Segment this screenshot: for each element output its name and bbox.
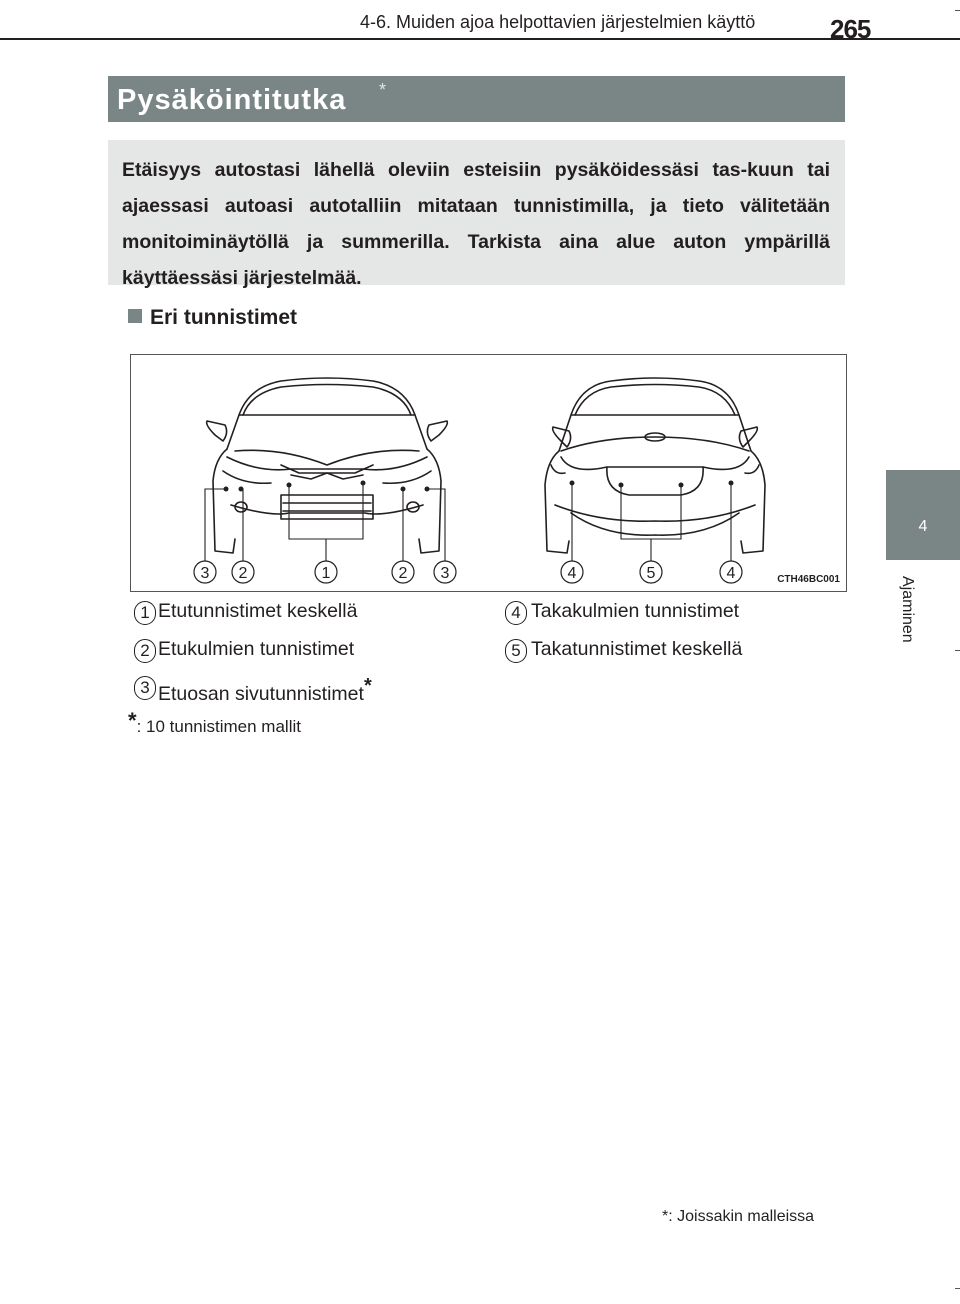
figure-code: CTH46BC001	[777, 574, 840, 585]
section-title-mark: *	[379, 80, 387, 100]
callout-label: 5	[646, 565, 656, 582]
callout-label: 2	[398, 565, 408, 582]
leader-2-left	[241, 489, 243, 569]
callout-label: 2	[238, 565, 248, 582]
sensor-diagram	[130, 354, 847, 592]
sensor-dot	[401, 487, 406, 492]
legend-item-mark: *	[363, 675, 372, 697]
front-left-mirror	[207, 421, 227, 441]
page-number: 265	[830, 14, 871, 44]
chapter-title: 4-6. Muiden ajoa helpottavien järjestelmien käyttö	[360, 12, 756, 32]
front-hood-line	[235, 450, 419, 465]
legend-badge: 1	[134, 601, 156, 625]
legend-item	[158, 675, 372, 706]
subheading	[128, 306, 297, 330]
footnote	[128, 708, 301, 737]
subheading-text: Eri tunnistimet	[150, 306, 298, 329]
sensor-dot	[239, 487, 244, 492]
chapter-tab-number: 4	[918, 518, 928, 535]
sensor-dot	[287, 483, 292, 488]
legend-item-text: Etuosan sivutunnistimet	[158, 683, 364, 705]
sensor-dot	[224, 487, 229, 492]
section-title-bar	[108, 76, 845, 122]
front-grille	[281, 495, 373, 519]
front-windshield-outline	[239, 378, 415, 415]
legend-badge: 2	[134, 639, 156, 663]
callout-label: 4	[726, 565, 736, 582]
front-right-mirror	[427, 421, 447, 441]
sensor-dot	[619, 483, 624, 488]
legend-badge: 4	[505, 601, 527, 625]
callout-label: 1	[321, 565, 331, 582]
intro-text: Etäisyys autostasi lähellä oleviin esteisiin pysäköidessäsi tas-kuun tai ajaessasi autoasi autotalliin mitataan tunnistimilla, ja tieto välitetään monitoiminäytöllä ja summerilla. Tarkista aina alue auton ympärillä käyttäessäsi järjestelmää.	[122, 159, 830, 289]
page-footnote	[662, 1208, 814, 1226]
square-bullet-icon	[128, 309, 142, 323]
sensor-dot	[679, 483, 684, 488]
legend-item: Takakulmien tunnistimet	[531, 600, 740, 622]
trunk-lid	[561, 437, 749, 451]
crop-mark	[955, 1288, 960, 1289]
rear-bumper-line	[555, 505, 755, 521]
callout-label: 3	[200, 565, 210, 582]
footnote-text: : 10 tunnistimen mallit	[136, 717, 301, 736]
legend-item: Etutunnistimet keskellä	[158, 600, 358, 622]
legend-badge: 3	[134, 676, 156, 700]
chapter-tab	[886, 470, 960, 560]
section-title: Pysäköintitutka	[117, 84, 347, 116]
crop-mark	[955, 650, 960, 651]
rear-window-outline	[571, 378, 739, 415]
crop-mark	[955, 10, 960, 11]
car-illustration	[131, 355, 846, 591]
sensor-dot	[729, 481, 734, 486]
callout-label: 3	[440, 565, 450, 582]
legend-item: Takatunnistimet keskellä	[531, 638, 743, 660]
callout-label: 4	[567, 565, 577, 582]
legend-item: Etukulmien tunnistimet	[158, 638, 355, 660]
page-footnote-mark: *	[662, 1208, 669, 1225]
leader-3-right	[427, 489, 445, 569]
chapter-tab-label: Ajaminen	[899, 576, 916, 643]
intro-box	[108, 140, 845, 289]
leader-5-bracket	[621, 485, 681, 539]
sensor-dot	[570, 481, 575, 486]
page-footnote-text: : Joissakin malleissa	[668, 1208, 815, 1225]
legend-badge: 5	[505, 639, 527, 663]
leader-3-left	[205, 489, 226, 569]
sensor-dot	[425, 487, 430, 492]
sensor-dot	[361, 481, 366, 486]
footnote-mark: *	[128, 708, 137, 733]
front-bumper-line	[231, 505, 423, 514]
